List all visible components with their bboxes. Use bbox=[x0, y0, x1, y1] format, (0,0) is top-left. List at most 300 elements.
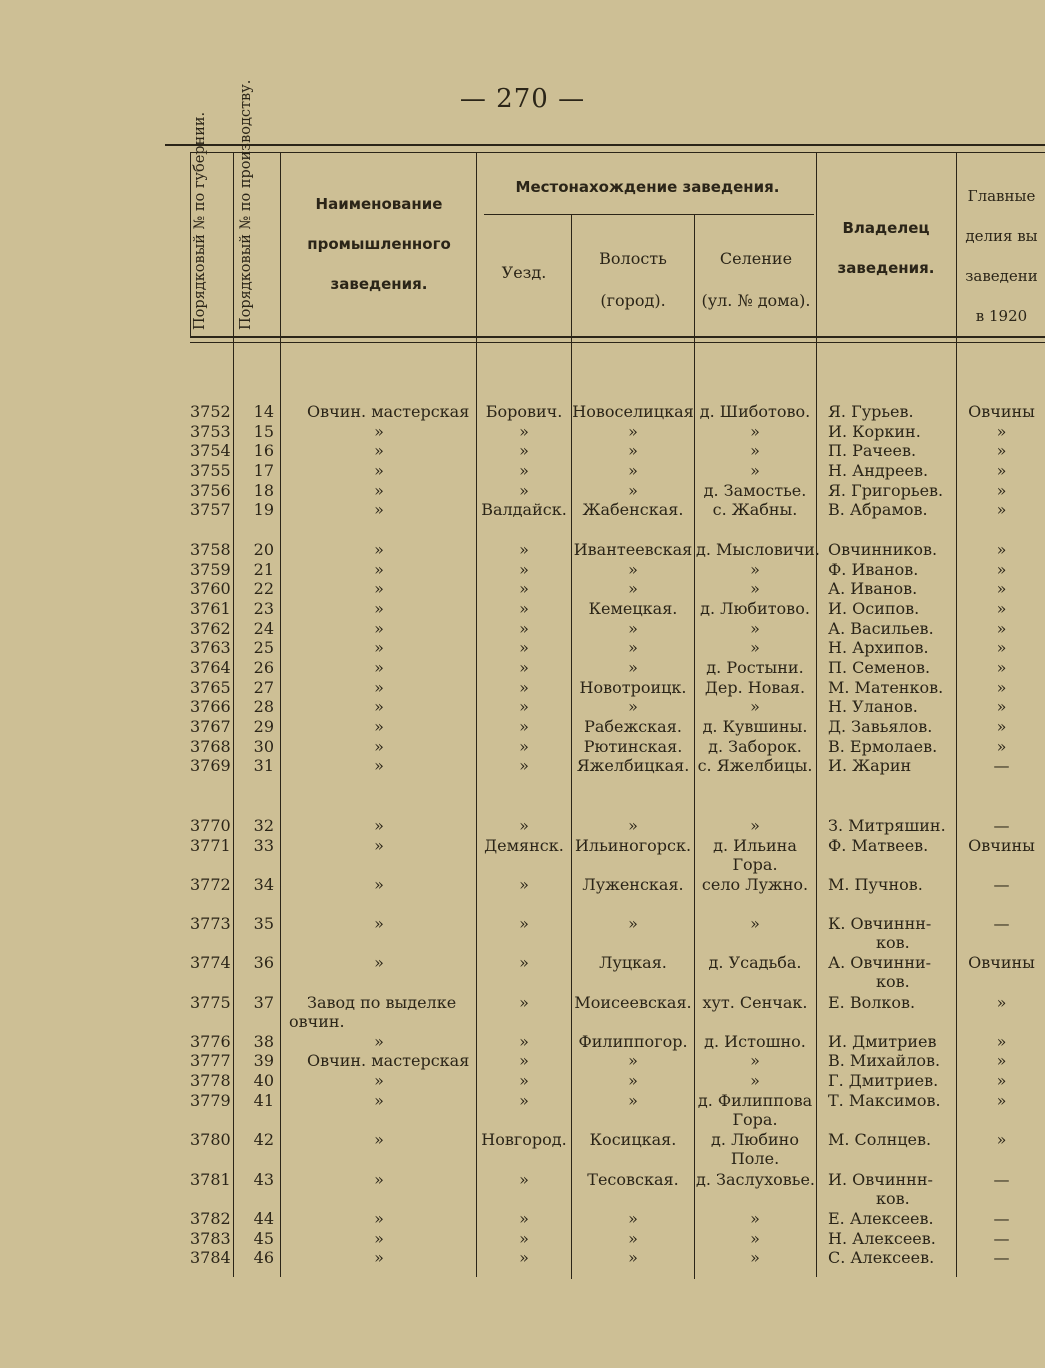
products: » bbox=[996, 993, 1007, 1012]
products: Овчины bbox=[968, 836, 1035, 855]
volost: » bbox=[628, 1071, 638, 1090]
table-row bbox=[0, 953, 1045, 991]
owner-line2: ков. bbox=[876, 933, 910, 952]
selenie: хут. Сенчак. bbox=[702, 993, 808, 1012]
selenie: » bbox=[750, 579, 760, 598]
products: » bbox=[996, 1071, 1007, 1090]
uezd: » bbox=[519, 816, 529, 835]
uezd: Демянск. bbox=[484, 836, 564, 855]
table-row bbox=[0, 579, 1045, 599]
owner-line2: ков. bbox=[876, 1189, 910, 1208]
page-number: — 270 — bbox=[459, 84, 586, 114]
owner: И. Коркин. bbox=[828, 422, 921, 441]
row-number: 3768 bbox=[190, 737, 231, 756]
row-number: 3773 bbox=[190, 914, 231, 933]
row-number-production: 31 bbox=[253, 756, 274, 775]
owner: Е. Волков. bbox=[828, 993, 916, 1012]
owner: Н. Алексеев. bbox=[828, 1229, 936, 1248]
row-number: 3765 bbox=[190, 678, 231, 697]
products: — bbox=[993, 1209, 1010, 1228]
header-location: Местонахождение заведения. bbox=[515, 178, 780, 196]
uezd: » bbox=[519, 441, 529, 460]
selenie: д. Заслуховье. bbox=[696, 1170, 815, 1189]
selenie: » bbox=[750, 1209, 760, 1228]
establishment-name: » bbox=[374, 678, 384, 697]
establishment-name: » bbox=[374, 1170, 384, 1189]
owner: А. Васильев. bbox=[828, 619, 934, 638]
header-volost: Волость (город). bbox=[599, 249, 667, 310]
row-number-production: 27 bbox=[253, 678, 274, 697]
products: — bbox=[993, 816, 1010, 835]
volost: » bbox=[628, 1248, 638, 1267]
selenie: » bbox=[750, 816, 760, 835]
row-number-production: 39 bbox=[253, 1051, 274, 1070]
products: » bbox=[996, 697, 1007, 716]
table-row bbox=[0, 756, 1045, 776]
products: » bbox=[996, 599, 1007, 618]
uezd: » bbox=[519, 481, 529, 500]
uezd: » bbox=[519, 756, 529, 775]
products: » bbox=[996, 461, 1007, 480]
row-number-production: 21 bbox=[253, 560, 274, 579]
volost: Филиппогор. bbox=[578, 1032, 688, 1051]
establishment-name: » bbox=[374, 1229, 384, 1248]
selenie: » bbox=[750, 422, 760, 441]
owner: Овчинников. bbox=[828, 540, 938, 559]
row-number-production: 34 bbox=[253, 875, 274, 894]
establishment-name: Завод по выделке bbox=[307, 993, 457, 1012]
establishment-name: » bbox=[374, 697, 384, 716]
row-number-production: 43 bbox=[253, 1170, 274, 1189]
selenie: » bbox=[750, 1071, 760, 1090]
row-number-production: 36 bbox=[253, 953, 274, 972]
establishment-name: » bbox=[374, 540, 384, 559]
owner: В. Абрамов. bbox=[828, 500, 928, 519]
table-row bbox=[0, 638, 1045, 658]
row-number: 3774 bbox=[190, 953, 231, 972]
establishment-name: » bbox=[374, 560, 384, 579]
header-no-dist: Порядковый № по производству. bbox=[238, 79, 254, 330]
row-number-production: 40 bbox=[253, 1071, 274, 1090]
table-row bbox=[0, 1248, 1045, 1268]
row-number: 3776 bbox=[190, 1032, 231, 1051]
volost: Моисеевская. bbox=[574, 993, 692, 1012]
table-row bbox=[0, 1229, 1045, 1249]
establishment-name: » bbox=[374, 737, 384, 756]
products: » bbox=[996, 619, 1007, 638]
uezd: » bbox=[519, 914, 529, 933]
selenie: д. Заборок. bbox=[708, 737, 802, 756]
uezd: » bbox=[519, 579, 529, 598]
row-number-production: 28 bbox=[253, 697, 274, 716]
selenie: » bbox=[750, 461, 760, 480]
products: Овчины bbox=[968, 953, 1035, 972]
uezd: » bbox=[519, 422, 529, 441]
row-number-production: 46 bbox=[253, 1248, 274, 1267]
establishment-name: » bbox=[374, 914, 384, 933]
table-row bbox=[0, 737, 1045, 757]
selenie: д. Филиппова bbox=[697, 1091, 813, 1110]
uezd: » bbox=[519, 599, 529, 618]
volost: Новоселицкая bbox=[572, 402, 694, 421]
products: » bbox=[996, 481, 1007, 500]
uezd: » bbox=[519, 1170, 529, 1189]
table-row bbox=[0, 1032, 1045, 1052]
row-number-production: 18 bbox=[253, 481, 274, 500]
table-row bbox=[0, 816, 1045, 836]
establishment-name: Овчин. мастерская bbox=[307, 402, 470, 421]
row-number-production: 44 bbox=[253, 1209, 274, 1228]
products: — bbox=[993, 875, 1010, 894]
selenie: » bbox=[750, 441, 760, 460]
volost: Косицкая. bbox=[589, 1130, 677, 1149]
header-location-rule bbox=[484, 214, 814, 215]
volost: » bbox=[628, 441, 638, 460]
selenie: д. Ростыни. bbox=[706, 658, 804, 677]
table-row bbox=[0, 875, 1045, 895]
uezd: » bbox=[519, 1091, 529, 1110]
selenie: д. Усадьба. bbox=[708, 953, 802, 972]
row-number: 3772 bbox=[190, 875, 231, 894]
row-number-production: 35 bbox=[253, 914, 274, 933]
row-number-production: 16 bbox=[253, 441, 274, 460]
owner: М. Матенков. bbox=[828, 678, 944, 697]
owner: З. Митряшин. bbox=[828, 816, 946, 835]
top-rule bbox=[165, 144, 1045, 146]
row-number: 3769 bbox=[190, 756, 231, 775]
uezd: Новгород. bbox=[481, 1130, 567, 1149]
establishment-name: » bbox=[374, 1130, 384, 1149]
products: » bbox=[996, 638, 1007, 657]
volost: » bbox=[628, 1209, 638, 1228]
uezd: » bbox=[519, 540, 529, 559]
row-number: 3754 bbox=[190, 441, 231, 460]
volost: » bbox=[628, 1229, 638, 1248]
establishment-name: » bbox=[374, 1032, 384, 1051]
establishment-name: » bbox=[374, 756, 384, 775]
table-row bbox=[0, 560, 1045, 580]
establishment-name: » bbox=[374, 875, 384, 894]
uezd: Борович. bbox=[485, 402, 563, 421]
selenie: д. Замостье. bbox=[703, 481, 807, 500]
uezd: » bbox=[519, 875, 529, 894]
establishment-name-line2: овчин. bbox=[289, 1012, 345, 1031]
row-number-production: 45 bbox=[253, 1229, 274, 1248]
row-number: 3782 bbox=[190, 1209, 231, 1228]
products: — bbox=[993, 914, 1010, 933]
table-row bbox=[0, 461, 1045, 481]
table-row bbox=[0, 540, 1045, 560]
establishment-name: » bbox=[374, 836, 384, 855]
owner: И. Овчиннн- bbox=[828, 1170, 933, 1189]
uezd: » bbox=[519, 1229, 529, 1248]
table-row bbox=[0, 1209, 1045, 1229]
uezd: » bbox=[519, 461, 529, 480]
selenie: д. Кувшины. bbox=[702, 717, 808, 736]
row-number-production: 26 bbox=[253, 658, 274, 677]
volost: Новотроицк. bbox=[579, 678, 687, 697]
row-number-production: 19 bbox=[253, 500, 274, 519]
establishment-name: » bbox=[374, 717, 384, 736]
uezd: » bbox=[519, 717, 529, 736]
selenie: д. Мысловичи. bbox=[696, 540, 820, 559]
selenie: » bbox=[750, 1229, 760, 1248]
row-number-production: 17 bbox=[253, 461, 274, 480]
selenie: село Лужно. bbox=[701, 875, 809, 894]
volost: Ильиногорск. bbox=[574, 836, 692, 855]
header-products: Главные делия вы заведени в 1920 bbox=[965, 187, 1038, 325]
uezd: » bbox=[519, 1051, 529, 1070]
products: » bbox=[996, 737, 1007, 756]
owner: Н. Уланов. bbox=[828, 697, 918, 716]
selenie: » bbox=[750, 638, 760, 657]
table-row bbox=[0, 836, 1045, 874]
selenie: » bbox=[750, 697, 760, 716]
table-row bbox=[0, 1091, 1045, 1129]
owner: Н. Архипов. bbox=[828, 638, 929, 657]
row-number-production: 24 bbox=[253, 619, 274, 638]
selenie-line2: Поле. bbox=[730, 1149, 780, 1168]
owner: Ф. Матвеев. bbox=[828, 836, 929, 855]
row-number: 3763 bbox=[190, 638, 231, 657]
selenie-line2: Гора. bbox=[732, 1110, 778, 1129]
row-number: 3781 bbox=[190, 1170, 231, 1189]
owner: М. Солнцев. bbox=[828, 1130, 932, 1149]
selenie: Дер. Новая. bbox=[704, 678, 806, 697]
volost: » bbox=[628, 638, 638, 657]
uezd: » bbox=[519, 953, 529, 972]
uezd: » bbox=[519, 1032, 529, 1051]
row-number: 3777 bbox=[190, 1051, 231, 1070]
uezd: » bbox=[519, 697, 529, 716]
header-owner: Владелец заведения. bbox=[837, 219, 935, 277]
row-number-production: 42 bbox=[253, 1130, 274, 1149]
products: » bbox=[996, 658, 1007, 677]
owner: М. Пучнов. bbox=[828, 875, 923, 894]
establishment-name: » bbox=[374, 500, 384, 519]
table-row bbox=[0, 1130, 1045, 1168]
volost: Рабежская. bbox=[584, 717, 682, 736]
row-number-production: 38 bbox=[253, 1032, 274, 1051]
row-number: 3778 bbox=[190, 1071, 231, 1090]
volost: » bbox=[628, 422, 638, 441]
row-number: 3761 bbox=[190, 599, 231, 618]
owner: Я. Григорьев. bbox=[828, 481, 944, 500]
row-number-production: 15 bbox=[253, 422, 274, 441]
volost: » bbox=[628, 1051, 638, 1070]
establishment-name: » bbox=[374, 441, 384, 460]
volost: Ивантеевская bbox=[573, 540, 693, 559]
row-number-production: 25 bbox=[253, 638, 274, 657]
owner: Д. Завьялов. bbox=[828, 717, 933, 736]
row-number-production: 32 bbox=[253, 816, 274, 835]
col-divider bbox=[190, 152, 191, 336]
row-number: 3752 bbox=[190, 402, 231, 421]
selenie: д. Шиботово. bbox=[699, 402, 811, 421]
products: — bbox=[993, 1229, 1010, 1248]
row-number: 3755 bbox=[190, 461, 231, 480]
establishment-name: » bbox=[374, 1071, 384, 1090]
establishment-name: » bbox=[374, 1091, 384, 1110]
volost: » bbox=[628, 816, 638, 835]
table-row bbox=[0, 422, 1045, 442]
volost: » bbox=[628, 619, 638, 638]
establishment-name: » bbox=[374, 816, 384, 835]
volost: » bbox=[628, 697, 638, 716]
uezd: » bbox=[519, 993, 529, 1012]
volost: Рютинская. bbox=[583, 737, 683, 756]
owner: Ф. Иванов. bbox=[828, 560, 919, 579]
establishment-name: » bbox=[374, 599, 384, 618]
uezd: » bbox=[519, 1071, 529, 1090]
uezd: » bbox=[519, 1248, 529, 1267]
volost: Жабенская. bbox=[582, 500, 684, 519]
establishment-name: » bbox=[374, 461, 384, 480]
products: » bbox=[996, 579, 1007, 598]
table-row bbox=[0, 717, 1045, 737]
establishment-name: » bbox=[374, 422, 384, 441]
header-rule bbox=[190, 336, 1045, 338]
table-row bbox=[0, 619, 1045, 639]
selenie: » bbox=[750, 1248, 760, 1267]
row-number: 3762 bbox=[190, 619, 231, 638]
table-row bbox=[0, 993, 1045, 1031]
establishment-name: » bbox=[374, 481, 384, 500]
row-number-production: 22 bbox=[253, 579, 274, 598]
table-row bbox=[0, 697, 1045, 717]
uezd: » bbox=[519, 658, 529, 677]
selenie: » bbox=[750, 619, 760, 638]
products: — bbox=[993, 756, 1010, 775]
header-selenie: Селение (ул. № дома). bbox=[701, 249, 811, 310]
selenie: » bbox=[750, 914, 760, 933]
owner: В. Ермолаев. bbox=[828, 737, 938, 756]
uezd: » bbox=[519, 737, 529, 756]
products: » bbox=[996, 1130, 1007, 1149]
table-row bbox=[0, 1051, 1045, 1071]
table-row bbox=[0, 481, 1045, 501]
owner: П. Рачеев. bbox=[828, 441, 917, 460]
owner: И. Дмитриев bbox=[828, 1032, 937, 1051]
row-number: 3784 bbox=[190, 1248, 231, 1267]
selenie: д. Ильина bbox=[713, 836, 797, 855]
owner-line2: ков. bbox=[876, 972, 910, 991]
row-number-production: 14 bbox=[253, 402, 274, 421]
products: » bbox=[996, 560, 1007, 579]
row-number: 3767 bbox=[190, 717, 231, 736]
row-number: 3779 bbox=[190, 1091, 231, 1110]
row-number: 3758 bbox=[190, 540, 231, 559]
header-no-gub: Порядковый № по губернии. bbox=[192, 111, 208, 330]
selenie: с. Жабны. bbox=[712, 500, 798, 519]
products: » bbox=[996, 1051, 1007, 1070]
owner: И. Осипов. bbox=[828, 599, 920, 618]
uezd: » bbox=[519, 560, 529, 579]
volost: Кемецкая. bbox=[588, 599, 678, 618]
row-number: 3770 bbox=[190, 816, 231, 835]
establishment-name: Овчин. мастерская bbox=[307, 1051, 470, 1070]
products: » bbox=[996, 717, 1007, 736]
table-row bbox=[0, 500, 1045, 520]
row-number: 3756 bbox=[190, 481, 231, 500]
volost: » bbox=[628, 914, 638, 933]
table-row bbox=[0, 402, 1045, 422]
header-rule-thin bbox=[190, 342, 1045, 343]
establishment-name: » bbox=[374, 658, 384, 677]
header-uezd: Уезд. bbox=[501, 263, 547, 282]
establishment-name: » bbox=[374, 1248, 384, 1267]
table-row bbox=[0, 914, 1045, 952]
owner: К. Овчиннн- bbox=[828, 914, 932, 933]
table-row bbox=[0, 1170, 1045, 1208]
table-row bbox=[0, 658, 1045, 678]
uezd: Валдайск. bbox=[481, 500, 567, 519]
owner: В. Михайлов. bbox=[828, 1051, 941, 1070]
selenie: д. Любитово. bbox=[700, 599, 810, 618]
row-number-production: 29 bbox=[253, 717, 274, 736]
row-number: 3775 bbox=[190, 993, 231, 1012]
row-number: 3771 bbox=[190, 836, 231, 855]
establishment-name: » bbox=[374, 1209, 384, 1228]
owner: Г. Дмитриев. bbox=[828, 1071, 939, 1090]
table-row bbox=[0, 1071, 1045, 1091]
uezd: » bbox=[519, 638, 529, 657]
row-number-production: 37 bbox=[253, 993, 274, 1012]
products: » bbox=[996, 441, 1007, 460]
volost: » bbox=[628, 461, 638, 480]
products: » bbox=[996, 500, 1007, 519]
row-number: 3783 bbox=[190, 1229, 231, 1248]
volost: Луцкая. bbox=[599, 953, 667, 972]
products: » bbox=[996, 540, 1007, 559]
row-number: 3764 bbox=[190, 658, 231, 677]
row-number: 3753 bbox=[190, 422, 231, 441]
row-number: 3760 bbox=[190, 579, 231, 598]
products: » bbox=[996, 678, 1007, 697]
products: » bbox=[996, 422, 1007, 441]
volost: » bbox=[628, 481, 638, 500]
header-name: Наименование промышленного заведения. bbox=[307, 195, 451, 293]
products: » bbox=[996, 1032, 1007, 1051]
owner: Н. Андреев. bbox=[828, 461, 929, 480]
row-number-production: 41 bbox=[253, 1091, 274, 1110]
products: Овчины bbox=[968, 402, 1035, 421]
row-number: 3757 bbox=[190, 500, 231, 519]
owner: А. Иванов. bbox=[828, 579, 918, 598]
volost: Тесовская. bbox=[587, 1170, 679, 1189]
selenie: » bbox=[750, 1051, 760, 1070]
table-row bbox=[0, 678, 1045, 698]
owner: А. Овчинни- bbox=[828, 953, 932, 972]
row-number: 3780 bbox=[190, 1130, 231, 1149]
selenie: » bbox=[750, 560, 760, 579]
volost: » bbox=[628, 658, 638, 677]
volost: » bbox=[628, 579, 638, 598]
uezd: » bbox=[519, 619, 529, 638]
selenie: с. Яжелбицы. bbox=[697, 756, 813, 775]
table-row bbox=[0, 599, 1045, 619]
volost: Яжелбицкая. bbox=[576, 756, 690, 775]
row-number-production: 33 bbox=[253, 836, 274, 855]
products: » bbox=[996, 1091, 1007, 1110]
establishment-name: » bbox=[374, 638, 384, 657]
owner: Е. Алексеев. bbox=[828, 1209, 934, 1228]
uezd: » bbox=[519, 1209, 529, 1228]
top-rule-thin bbox=[190, 152, 1045, 153]
volost: » bbox=[628, 560, 638, 579]
row-number-production: 30 bbox=[253, 737, 274, 756]
selenie: д. Истошно. bbox=[704, 1032, 806, 1051]
